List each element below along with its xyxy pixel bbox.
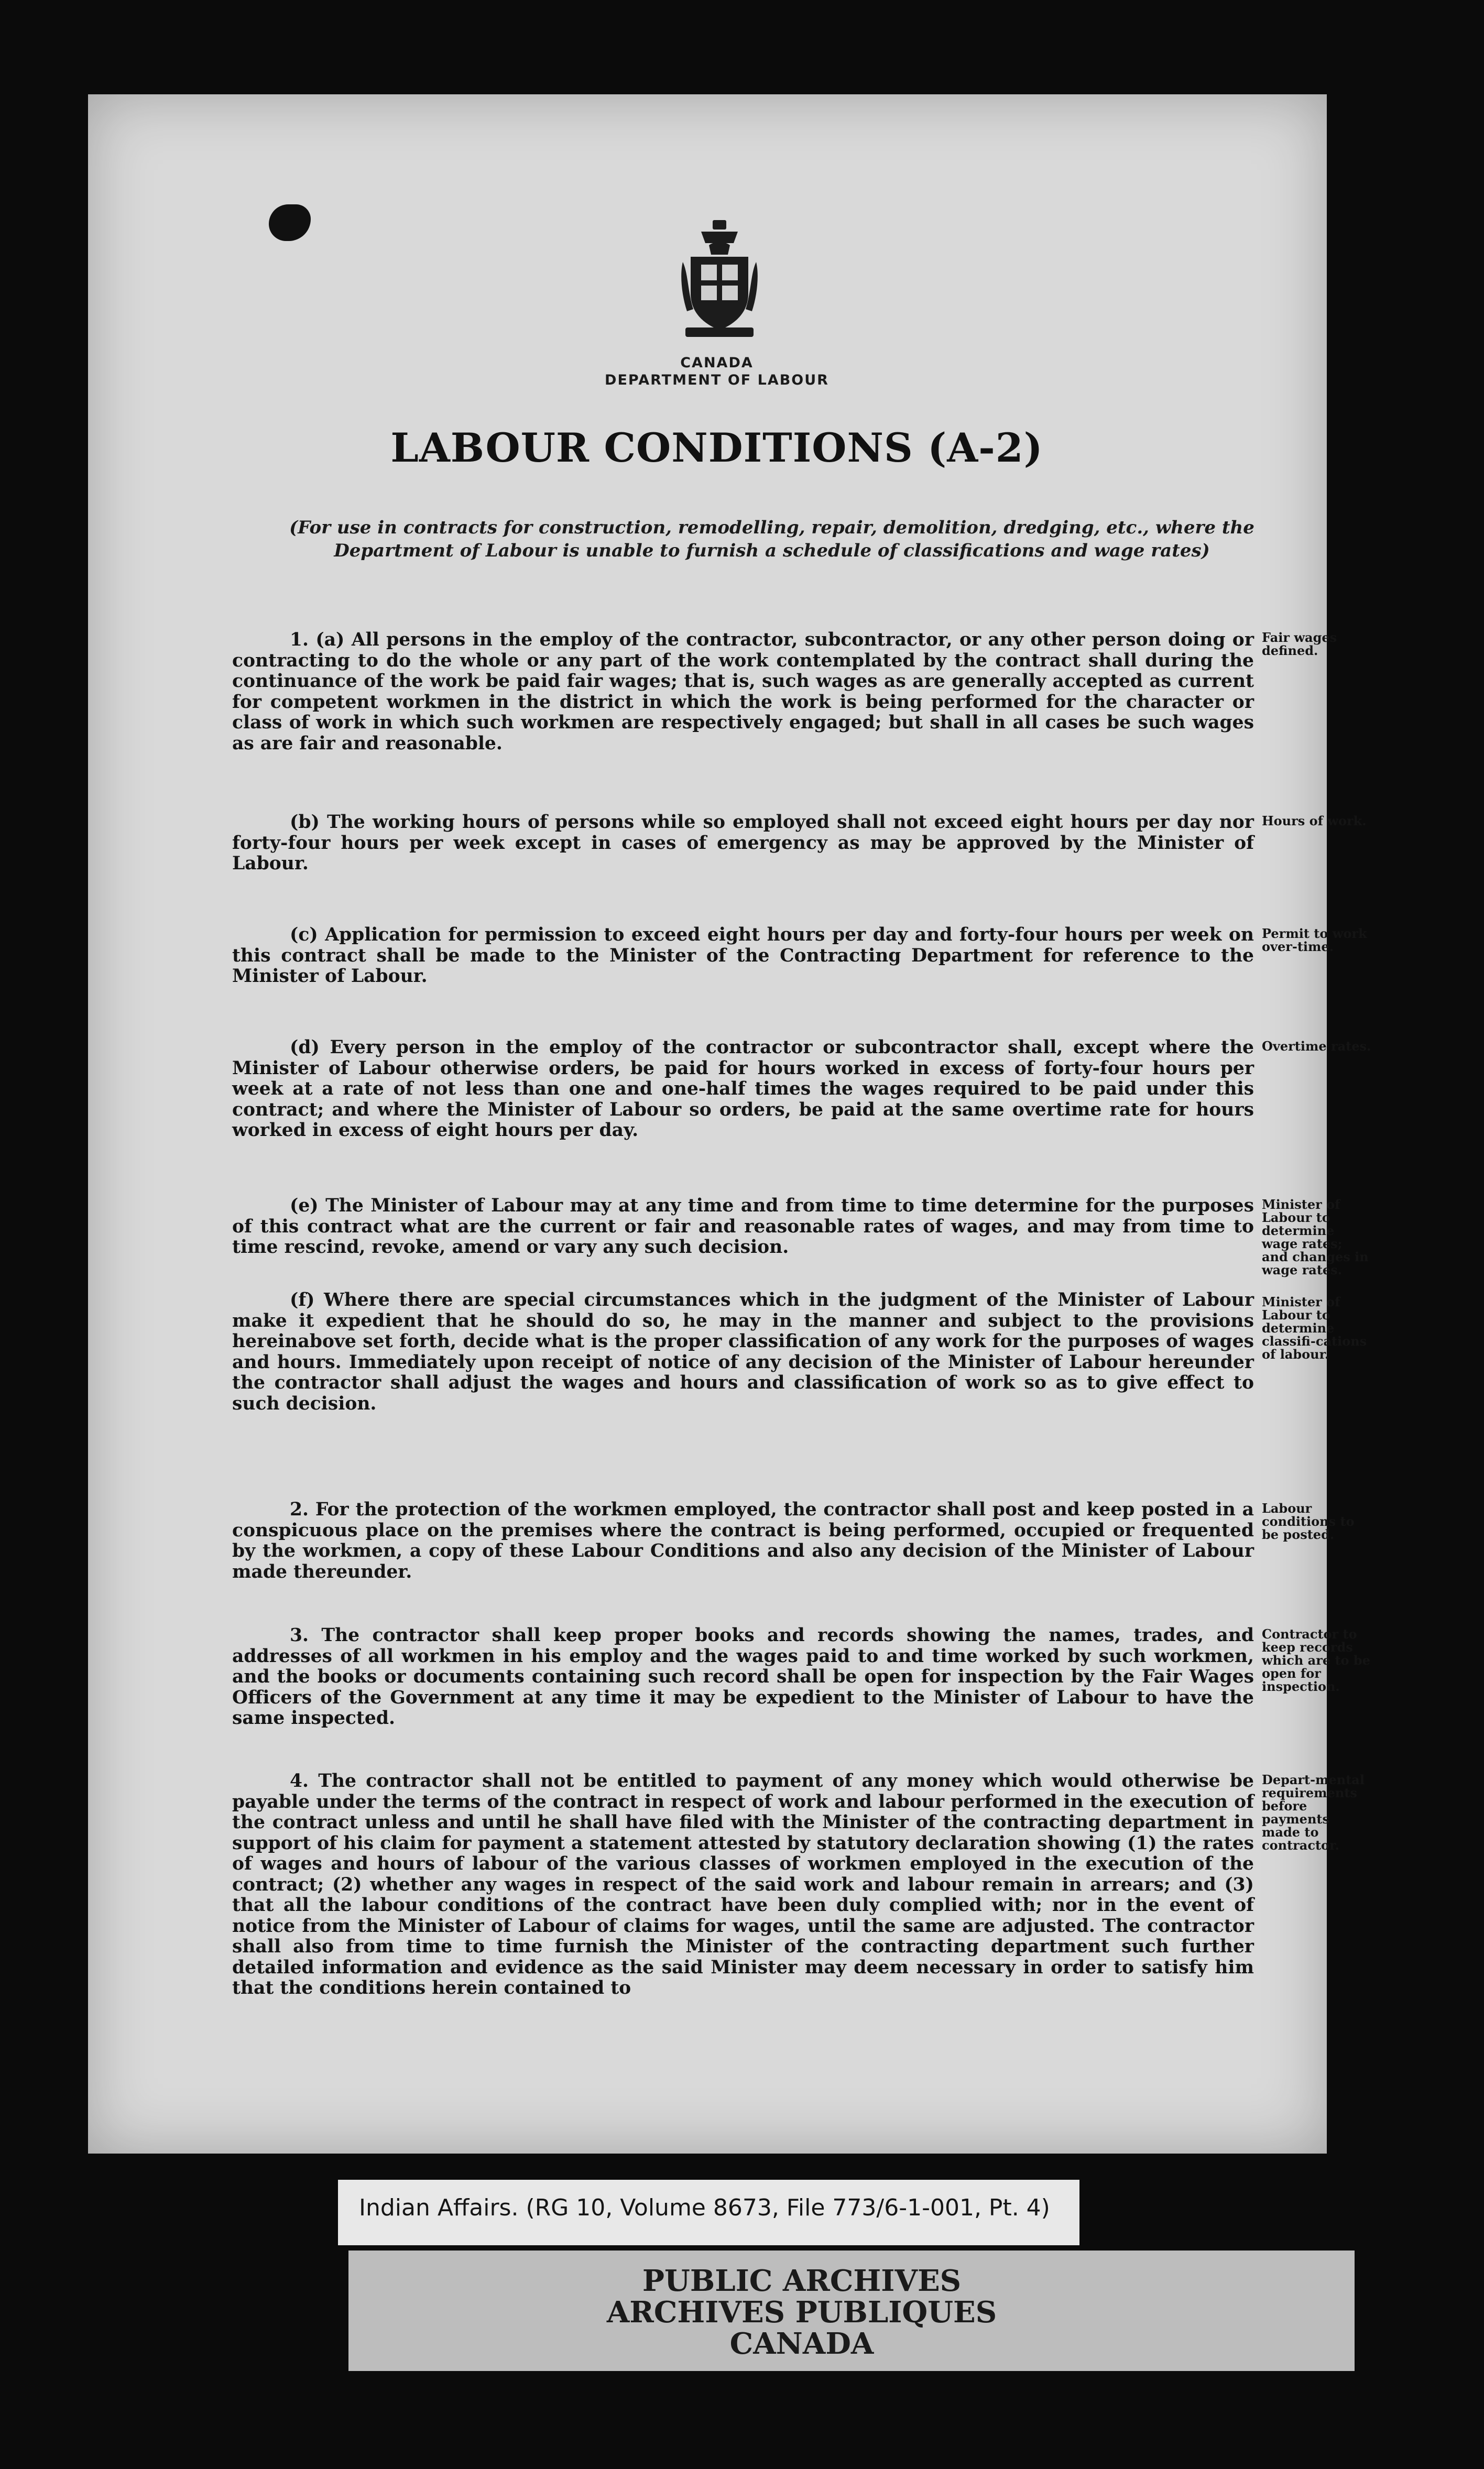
clause-3: 3. The contractor shall keep proper books and records showing the names, trades, and addresses of all workmen in his employ and the wages paid to and time worked by such workmen, and the books or documents containing such record shall be open for inspection by the Fair Wages Officers of the Government at any time it may be expedient to the Minister of Labour to have the same inspected. bbox=[232, 1625, 1254, 1729]
stamp-line-1: PUBLIC ARCHIVES bbox=[642, 2264, 962, 2298]
clause-1c: (c) Application for permission to exceed eight hours per day and forty-four hours per week on this contract shall be made to the Minister of the Contracting Department for reference to the Minister of Labour. bbox=[232, 924, 1254, 987]
clause-1a: 1. (a) All persons in the employ of the contractor, subcontractor, or any other person doing or contracting to do the whole or any part of the work contemplated by the contract shall during the continuance of the work be paid fair wages; that is, such wages as are generally accepted as current for competent workmen in the district in which the work is being performed for the character or class of work in which such workmen are respectively engaged; but shall in all cases be such wages as are fair and reasonable. bbox=[232, 629, 1254, 754]
country-heading: CANADA bbox=[680, 355, 754, 371]
clause-2: 2. For the protection of the workmen employed, the contractor shall post and keep posted in a conspicuous place on the premises where the contract is being performed, occupied or frequented by the workmen, a copy of these Labour Conditions and also any decision of the Minister of Labour made thereunder. bbox=[232, 1499, 1254, 1582]
archive-reference-text: Indian Affairs. (RG 10, Volume 8673, File 773/6-1-001, Pt. 4) bbox=[359, 2194, 1050, 2221]
archives-stamp bbox=[348, 2250, 1355, 2371]
clause-4: 4. The contractor shall not be entitled to payment of any money which would otherwise be payable under the terms of the contract in respect of work and labour performed in the execution of the contract unless and until he shall have filed with the Minister of the contracting department in support of his claim for payment a statement attested by statutory declaration showing (1) the rates of wages and hours of labour of the various classes of workmen employed in the execution of the contract; (2) whether any wages in respect of the said work and labour remain in arrears; and (3) that all the labour conditions of the contract have been duly complied with; nor in the event of notice from the Minister of Labour of claims for wages, until the same are adjusted. The contractor shall also from time to time furnish the Minister of the contracting department such further detailed information and evidence as the said Minister may deem necessary in order to satisfy him that the conditions herein contained to bbox=[232, 1771, 1254, 1998]
stamp-line-3: CANADA bbox=[729, 2326, 874, 2361]
margin-note-1c: Permit to work over-time. bbox=[1262, 926, 1367, 954]
document-page bbox=[88, 94, 1371, 2154]
coat-of-arms-icon bbox=[680, 220, 759, 341]
margin-note-2: Labour conditions to be posted. bbox=[1262, 1501, 1355, 1542]
clause-1d: (d) Every person in the employ of the contractor or subcontractor shall, except where the Minister of Labour otherwise orders, be paid for hours worked in excess of forty-four hours per week at a rate of not less than one and one-half times the wages required to be paid under this contract; and where the Minister of Labour so orders, be paid at the same overtime rate for hours worked in excess of eight hours per day. bbox=[232, 1037, 1254, 1141]
margin-note-3: Contractor to keep records which are to be open for inspection. bbox=[1262, 1626, 1370, 1694]
archive-reference-label bbox=[338, 2180, 1079, 2245]
document-subtitle: (For use in contracts for construction, remodelling, repair, demolition, dredging, etc., where the Department of Labour is unable to furnish a schedule of classifications and wage rates) bbox=[289, 517, 1254, 561]
clause-1e: (e) The Minister of Labour may at any time and from time to time determine for the purposes of this contract what are the current or fair and reasonable rates of wages, and may from time to time rescind, revoke, amend or vary any such decision. bbox=[232, 1195, 1254, 1258]
margin-note-1a: Fair wages defined. bbox=[1262, 630, 1337, 658]
department-heading: DEPARTMENT OF LABOUR bbox=[605, 372, 829, 388]
margin-note-4: Depart-mental requirements before payments made to contractor. bbox=[1262, 1772, 1365, 1853]
stamp-line-2: ARCHIVES PUBLIQUES bbox=[606, 2295, 997, 2330]
margin-note-1d: Overtime rates. bbox=[1262, 1039, 1371, 1054]
margin-note-1f: Minister of Labour to determine classifi-cations of labour. bbox=[1262, 1294, 1367, 1362]
margin-note-1e: Minister of Labour to determine wage rates; and changes in wage rates. bbox=[1262, 1197, 1369, 1277]
clause-1f: (f) Where there are special circumstances which in the judgment of the Minister of Labour make it expedient that he should do so, he may in the manner and subject to the provisions hereinabove set forth, decide what is the proper classification of any work for the purposes of wages and hours. Immediately upon receipt of notice of any decision of the Minister of Labour hereunder the contractor shall adjust the wages and hours and classification of work so as to give effect to such decision. bbox=[232, 1290, 1254, 1414]
ink-blot bbox=[269, 204, 311, 241]
clause-1b: (b) The working hours of persons while so employed shall not exceed eight hours per day nor forty-four hours per week except in cases of emergency as may be approved by the Minister of Labour. bbox=[232, 812, 1254, 874]
margin-note-1b: Hours of work. bbox=[1262, 813, 1367, 828]
document-title: LABOUR CONDITIONS (A-2) bbox=[390, 424, 1043, 471]
